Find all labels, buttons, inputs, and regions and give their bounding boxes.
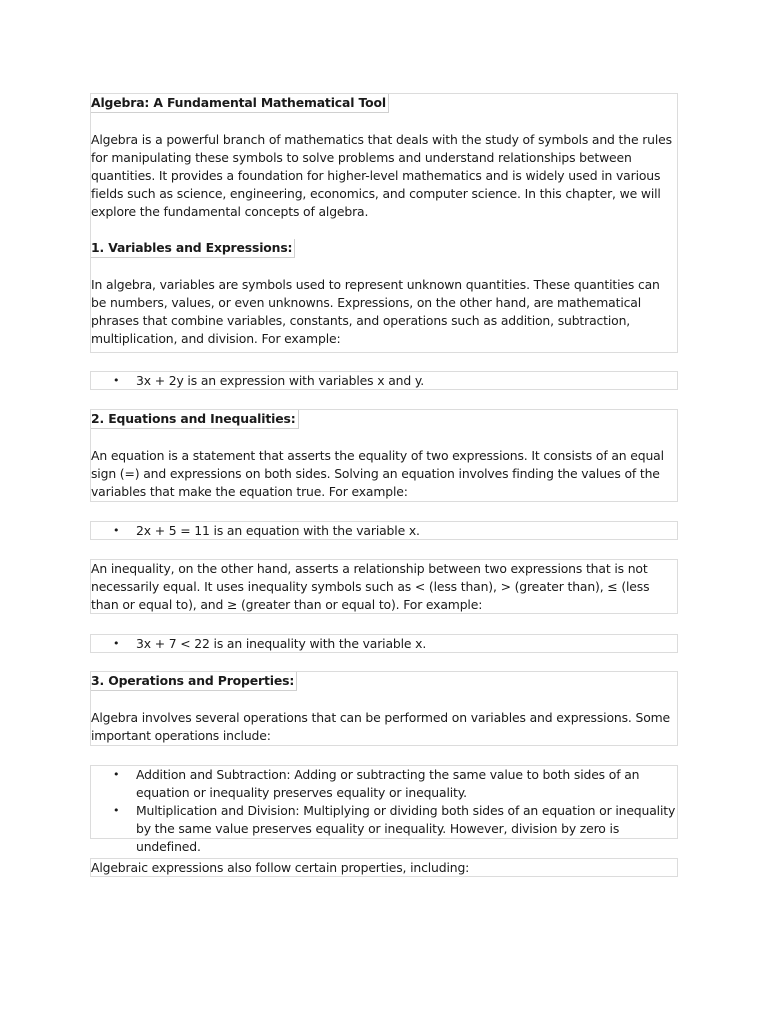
list-item-text: 3x + 2y is an expression with variables x and y. [136, 373, 425, 388]
list-item [113, 522, 677, 540]
section-1-list [90, 371, 678, 390]
section-1-paragraph: In algebra, variables are symbols used to represent unknown quantities. These quantities can be numbers, values, or even unknowns. Expressions, on the other hand, are mathematical phrases that combine variables, constants, and operations such as addition, subtraction, multiplication, and division. For example: [91, 277, 660, 346]
bullet-icon: • [113, 374, 120, 387]
list-item [113, 802, 677, 856]
bullet-icon: • [113, 524, 120, 537]
list-item-text: Multiplication and Division: Multiplying or dividing both sides of an equation or inequality by the same value preserves equality or inequality. However, division by zero is undefined. [136, 803, 676, 854]
section-3-paragraph: Algebra involves several operations that can be performed on variables and expressions. Some important operations include: [91, 710, 671, 743]
section-3-heading: 3. Operations and Properties: [91, 672, 297, 691]
list-item-text: 2x + 5 = 11 is an equation with the variable x. [136, 523, 420, 538]
intro-block [90, 93, 678, 353]
section-3-list [90, 765, 678, 854]
closing-paragraph: Algebraic expressions also follow certain properties, including: [91, 860, 470, 875]
section-2-heading: 2. Equations and Inequalities: [91, 410, 299, 429]
document-title: Algebra: A Fundamental Mathematical Tool [91, 94, 389, 113]
inequality-list [90, 634, 678, 653]
list-item [113, 372, 677, 390]
bullet-icon: • [113, 637, 120, 650]
section-2-paragraph: An equation is a statement that asserts the equality of two expressions. It consists of an equal sign (=) and expressions on both sides. Solving an equation involves finding the values of the variables that make the equation true. For example: [91, 448, 664, 499]
closing-block [90, 858, 678, 877]
section-3-block [90, 671, 678, 746]
section-2-list [90, 521, 678, 540]
inequality-paragraph: An inequality, on the other hand, asserts a relationship between two expressions that is not necessarily equal. It uses inequality symbols such as < (less than), > (greater than), ≤ (less than or equal to), and ≥ (greater than or equal to). For example: [91, 561, 650, 612]
intro-paragraph: Algebra is a powerful branch of mathematics that deals with the study of symbols and the rules for manipulating these symbols to solve problems and understand relationships between quantities. It provides a foundation for higher-level mathematics and is widely used in various fields such as science, engineering, economics, and computer science. In this chapter, we will explore the fundamental concepts of algebra. [91, 132, 672, 219]
section-1-heading: 1. Variables and Expressions: [91, 239, 295, 258]
inequality-block [90, 559, 678, 614]
list-item [113, 635, 677, 653]
list-item [113, 766, 677, 802]
section-2-block [90, 409, 678, 502]
list-item-text: 3x + 7 < 22 is an inequality with the variable x. [136, 636, 427, 651]
list-item-text: Addition and Subtraction: Adding or subtracting the same value to both sides of an equation or inequality preserves equality or inequality. [136, 767, 640, 800]
bullet-icon: • [113, 768, 120, 781]
bullet-icon: • [113, 804, 120, 817]
